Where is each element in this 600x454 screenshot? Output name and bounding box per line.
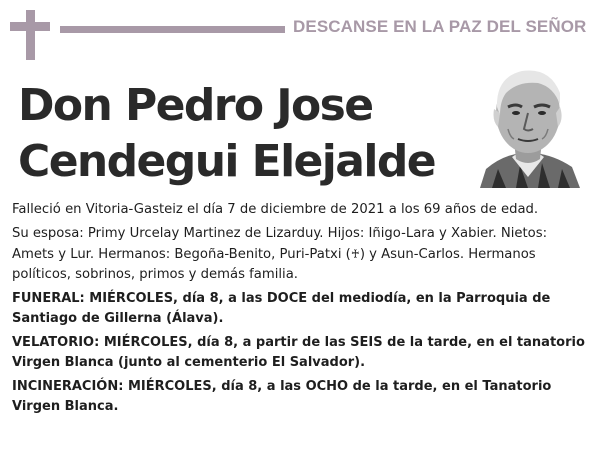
family-text-part2: ) y Asun-Carlos. Hermanos políticos, sobrinos, primos y demás familia. <box>12 247 536 282</box>
deceased-name <box>18 78 458 190</box>
incineracion-paragraph: INCINERACIÓN: MIÉRCOLES, día 8, a las OCHO de la tarde, en el Tanatorio Virgen Blanca. <box>12 379 552 414</box>
dagger-icon: ♰ <box>350 247 360 261</box>
velatorio-paragraph: VELATORIO: MIÉRCOLES, día 8, a partir de las SEIS de la tarde, en el tanatorio Virgen Blanca (junto al cementerio El Salvador). <box>12 335 585 370</box>
cross-icon <box>10 10 50 60</box>
header-title: DESCANSE EN LA PAZ DEL SEÑOR <box>293 17 587 36</box>
family-paragraph <box>12 224 588 285</box>
family-text-part1: Su esposa: Primy Urcelay Martinez de Lizarduy. Hijos: Iñigo-Lara y Xabier. Nietos: Amets y Lur. Hermanos: Begoña-Benito, Puri-Patxi ( <box>12 226 548 262</box>
header-divider <box>60 26 285 33</box>
obituary-body <box>12 200 588 421</box>
name-line-1: Don Pedro Jose <box>18 80 373 131</box>
funeral-paragraph: FUNERAL: MIÉRCOLES, día 8, a las DOCE del mediodía, en la Parroquia de Santiago de Gillerna (Álava). <box>12 291 551 326</box>
name-line-2: Cendegui Elejalde <box>18 136 435 187</box>
portrait-photo <box>472 57 584 188</box>
death-paragraph: Falleció en Vitoria-Gasteiz el día 7 de diciembre de 2021 a los 69 años de edad. <box>12 202 539 217</box>
